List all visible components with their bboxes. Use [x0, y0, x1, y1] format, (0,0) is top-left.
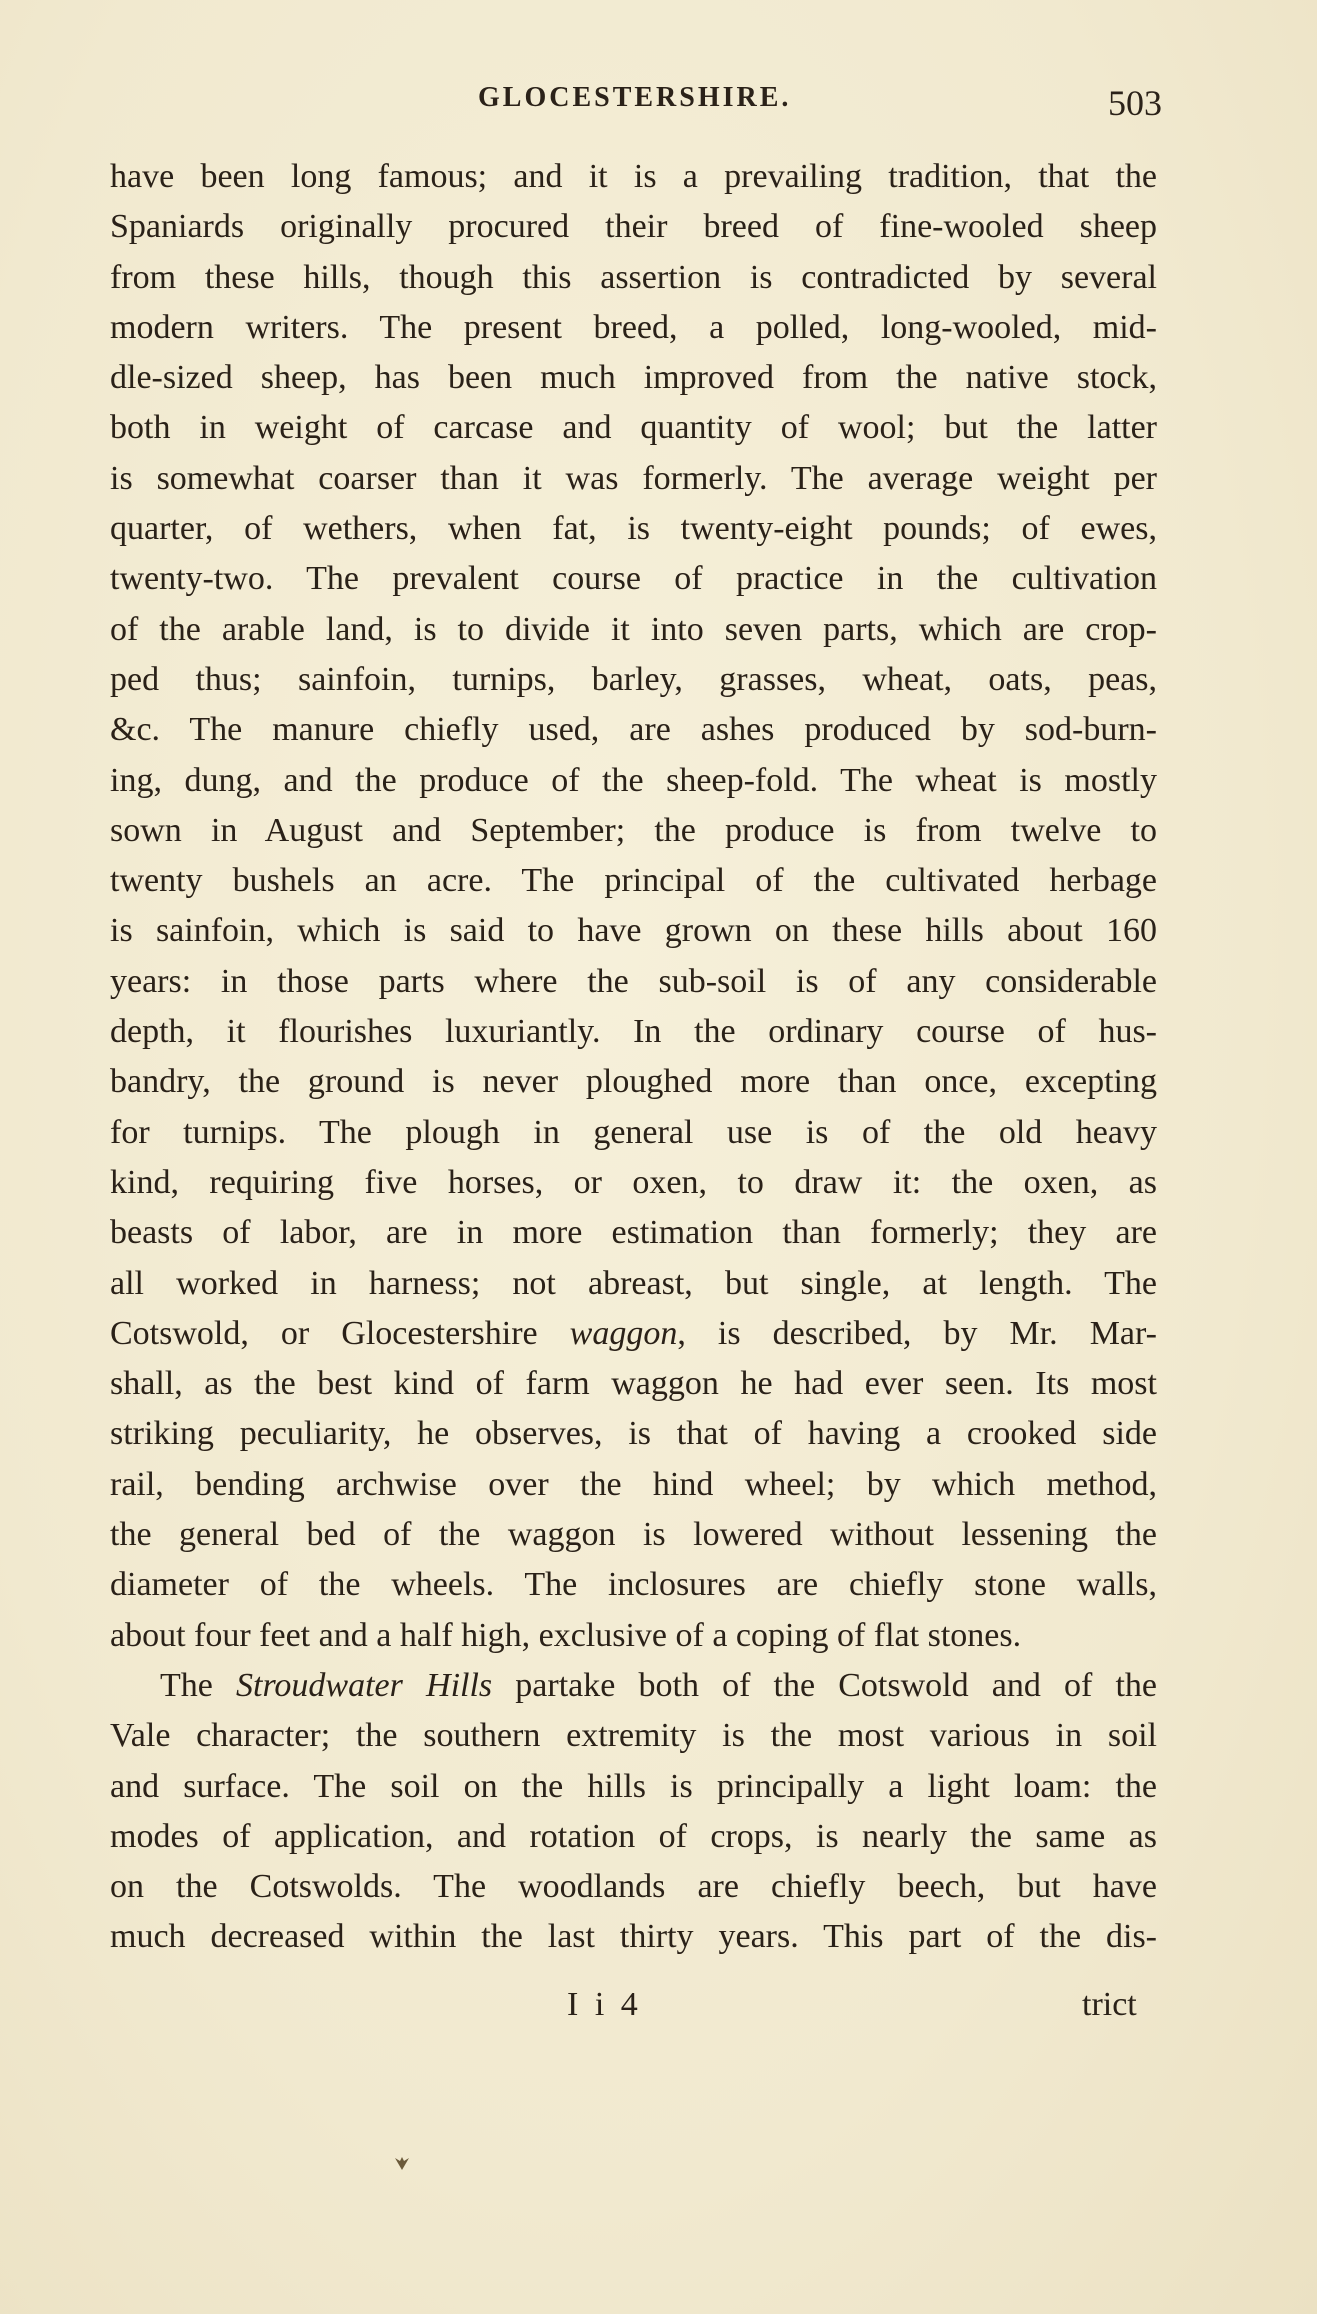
- text-line: and surface. The soil on the hills is principally a light loam: the: [110, 1767, 1157, 1805]
- text-line: about four feet and a half high, exclusive of a coping of flat stones.: [110, 1616, 1022, 1654]
- text-line: sown in August and September; the produce is from twelve to: [110, 811, 1157, 849]
- text-line: have been long famous; and it is a prevailing tradition, that the: [110, 158, 1157, 195]
- ink-blot-icon: [393, 2150, 411, 2180]
- text-line: twenty-two. The prevalent course of practice in the cultivation: [110, 560, 1157, 598]
- running-head: GLOCESTERSHIRE.: [478, 82, 792, 113]
- text-line: ing, dung, and the produce of the sheep-fold. The wheat is mostly: [110, 761, 1157, 799]
- body-text: [110, 152, 1157, 1963]
- paragraph-start-stroudwater: [110, 1661, 1157, 1711]
- text-line: quarter, of wethers, when fat, is twenty-eight pounds; of ewes,: [110, 510, 1157, 548]
- catchword: trict: [1082, 1986, 1137, 2023]
- text-line: beasts of labor, are in more estimation than formerly; they are: [110, 1214, 1157, 1252]
- text-line: years: in those parts where the sub-soil is of any considerable: [110, 962, 1157, 1000]
- text-line: is somewhat coarser than it was formerly. The average weight per: [110, 459, 1157, 497]
- text-line: modern writers. The present breed, a polled, long-wooled, mid-: [110, 308, 1157, 346]
- text-line: striking peculiarity, he observes, is that of having a crooked side: [110, 1415, 1157, 1453]
- text-run: , is described, by Mr. Mar-: [677, 1314, 1157, 1352]
- text-line: much decreased within the last thirty years. This part of the dis-: [110, 1918, 1157, 1956]
- text-line: diameter of the wheels. The inclosures are chiefly stone walls,: [110, 1566, 1157, 1604]
- text-line: &c. The manure chiefly used, are ashes produced by sod-burn-: [110, 711, 1157, 749]
- text-line: rail, bending archwise over the hind wheel; by which method,: [110, 1465, 1157, 1503]
- text-run: partake both of the Cotswold and of the: [492, 1666, 1157, 1704]
- text-line: Spaniards originally procured their breed of fine-wooled sheep: [110, 208, 1157, 246]
- text-line: for turnips. The plough in general use is of the old heavy: [110, 1113, 1157, 1151]
- text-line: twenty bushels an acre. The principal of the cultivated herbage: [110, 862, 1157, 900]
- text-line: shall, as the best kind of farm waggon he had ever seen. Its most: [110, 1365, 1157, 1403]
- text-line: of the arable land, is to divide it into seven parts, which are crop-: [110, 610, 1157, 648]
- italic-term-waggon: waggon: [569, 1314, 678, 1352]
- text-run: The: [160, 1666, 237, 1704]
- text-line: ped thus; sainfoin, turnips, barley, grasses, wheat, oats, peas,: [110, 660, 1157, 698]
- signature-mark: I i 4: [567, 1986, 642, 2023]
- text-line: kind, requiring five horses, or oxen, to draw it: the oxen, as: [110, 1163, 1157, 1201]
- text-line: bandry, the ground is never ploughed more than once, excepting: [110, 1063, 1157, 1101]
- text-line-waggon: [110, 1309, 1157, 1359]
- text-line: Vale character; the southern extremity is the most various in soil: [110, 1717, 1157, 1755]
- text-line: is sainfoin, which is said to have grown on these hills about 160: [110, 912, 1157, 950]
- text-line: modes of application, and rotation of crops, is nearly the same as: [110, 1817, 1157, 1855]
- text-line: dle-sized sheep, has been much improved from the native stock,: [110, 359, 1157, 397]
- text-line: from these hills, though this assertion is contradicted by several: [110, 258, 1157, 296]
- text-run: Cotswold, or Glocestershire: [110, 1314, 570, 1352]
- text-line: the general bed of the waggon is lowered without lessening the: [110, 1516, 1157, 1554]
- text-line: all worked in harness; not abreast, but single, at length. The: [110, 1264, 1157, 1302]
- text-line: both in weight of carcase and quantity of wool; but the latter: [110, 409, 1157, 447]
- text-line: depth, it flourishes luxuriantly. In the ordinary course of hus-: [110, 1013, 1157, 1051]
- page-number: 503: [1108, 83, 1162, 123]
- italic-term-stroudwater-hills: Stroudwater Hills: [236, 1666, 493, 1704]
- text-line: on the Cotswolds. The woodlands are chiefly beech, but have: [110, 1868, 1157, 1906]
